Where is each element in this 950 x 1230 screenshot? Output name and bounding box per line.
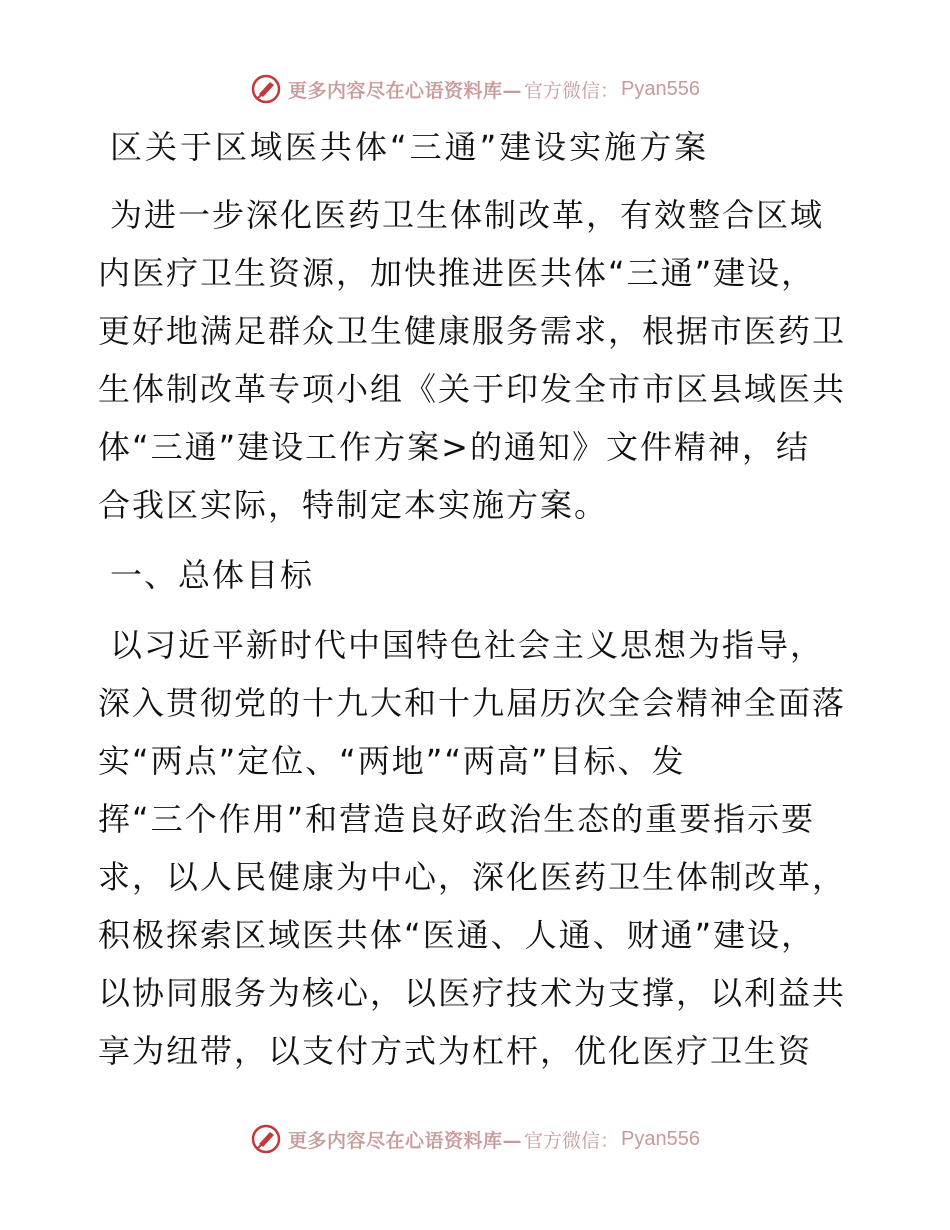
- section1-paragraph: [98, 616, 858, 1080]
- text-line: 为进一步深化医药卫生体制改革，有效整合区域: [110, 196, 825, 234]
- watermark-label: 官方微信：: [524, 79, 620, 102]
- text-line: 内医疗卫生资源，加快推进医共体“三通”建设，: [98, 254, 816, 292]
- text-line: 深入贯彻党的十九大和十九届历次全会精神全面落: [98, 684, 847, 722]
- text-line: 体“三通”建设工作方案>的通知》文件精神，结: [98, 428, 810, 466]
- watermark-id: Pyan556: [621, 1127, 700, 1150]
- document-body: [98, 122, 858, 1080]
- watermark-logo-icon: [250, 73, 282, 105]
- watermark-text: 更多内容尽在心语资料库—: [288, 1129, 523, 1152]
- text-line: 享为纽带，以支付方式为杠杆，优化医疗卫生资: [98, 1032, 813, 1070]
- watermark-label: 官方微信：: [524, 1129, 620, 1152]
- text-line: 以协同服务为核心，以医疗技术为支撑，以利益共: [98, 974, 847, 1012]
- document-title: 区关于区域医共体“三通”建设实施方案: [110, 128, 710, 166]
- watermark-logo-icon: [250, 1123, 282, 1155]
- intro-paragraph: [98, 186, 858, 534]
- text-line: 更好地满足群众卫生健康服务需求，根据市医药卫: [98, 312, 847, 350]
- section-heading: 一、总体目标: [110, 556, 315, 594]
- text-line: 合我区实际，特制定本实施方案。: [98, 486, 609, 524]
- watermark-header: [0, 72, 950, 106]
- text-line: 以习近平新时代中国特色社会主义思想为指导，: [110, 626, 825, 664]
- text-line: 求，以人民健康为中心，深化医药卫生体制改革，: [98, 858, 847, 896]
- watermark-footer: [0, 1122, 950, 1156]
- watermark-text: 更多内容尽在心语资料库—: [288, 79, 523, 102]
- text-line: 实“两点”定位、“两地”“两高”目标、发: [98, 742, 686, 780]
- text-line: 挥“三个作用”和营造良好政治生态的重要指示要: [98, 800, 816, 838]
- watermark-id: Pyan556: [621, 77, 700, 100]
- text-line: 生体制改革专项小组《关于印发全市市区县域医共: [98, 370, 847, 408]
- text-line: 积极探索区域医共体“医通、人通、财通”建设，: [98, 916, 816, 954]
